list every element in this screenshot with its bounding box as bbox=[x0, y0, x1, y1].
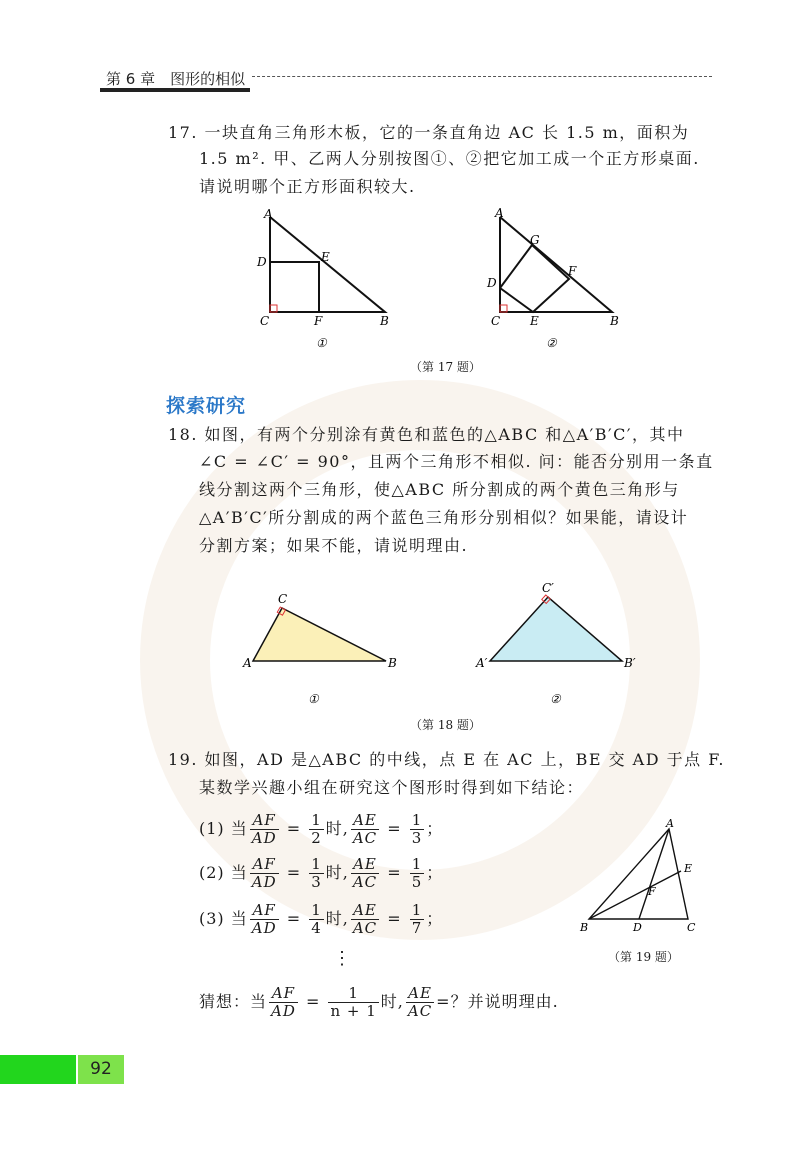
p18-f2-label-B: B′ bbox=[624, 656, 636, 670]
p19-figure bbox=[575, 815, 705, 940]
p18-caption: （第 18 题） bbox=[410, 718, 481, 732]
p17-f2-label-A: A bbox=[495, 206, 504, 220]
p17-f1-label-E: E bbox=[321, 250, 330, 264]
p17-f2-square bbox=[500, 245, 569, 312]
p18-line-2: ∠C = ∠C′ = 90°，且两个三角形不相似. 问：能否分别用一条直 bbox=[199, 452, 714, 471]
chapter-title: 第 6 章 图形的相似 bbox=[106, 70, 246, 88]
p17-figure-2 bbox=[482, 205, 632, 350]
p17-f2-right-angle bbox=[500, 305, 507, 312]
p19-item-2: (2) 当 $\frac{AF}{AD}$ = $\frac{1}{3}$ 时, $\frac{AE}{AC}$ = $\frac{1}{5}$ ； bbox=[199, 855, 444, 891]
p18-f1-triangle bbox=[253, 608, 386, 661]
p19-segment-BE bbox=[589, 871, 681, 919]
p17-f2-label-E: E bbox=[530, 314, 539, 328]
p19-label-C: C bbox=[687, 921, 696, 934]
p17-f1-label-D: D bbox=[257, 255, 267, 269]
p17-f1-right-angle bbox=[270, 305, 277, 312]
page-number: 92 bbox=[78, 1055, 124, 1084]
p19-line-1: 19. 如图，AD 是△ABC 的中线，点 E 在 AC 上，BE 交 AD 于点 F. bbox=[168, 750, 725, 769]
p19-caption: （第 19 题） bbox=[608, 950, 679, 964]
header-underline bbox=[100, 88, 250, 92]
p19-label-F: F bbox=[648, 885, 656, 898]
page-number-bar bbox=[0, 1055, 76, 1084]
p19-item-3: (3) 当 $\frac{AF}{AD}$ = $\frac{1}{4}$ 时, $\frac{AE}{AC}$ = $\frac{1}{7}$ ； bbox=[199, 901, 444, 937]
p17-line-2: 1.5 m². 甲、乙两人分别按图①、②把它加工成一个正方形桌面. bbox=[199, 149, 700, 168]
p17-f1-label-F: F bbox=[314, 314, 323, 328]
p17-f1-label-C: C bbox=[260, 314, 270, 328]
p17-line-1: 17. 一块直角三角形木板，它的一条直角边 AC 长 1.5 m，面积为 bbox=[168, 123, 690, 142]
section-title: 探索研究 bbox=[166, 395, 247, 417]
p17-f1-triangle bbox=[270, 217, 385, 312]
p17-f2-label-C: C bbox=[491, 314, 501, 328]
p19-line-2: 某数学兴趣小组在研究这个图形时得到如下结论： bbox=[199, 778, 585, 797]
p17-f2-label-F: F bbox=[568, 264, 577, 278]
p18-f2-label-C: C′ bbox=[542, 581, 554, 595]
header-dashed-rule bbox=[252, 76, 712, 77]
p18-line-5: 分割方案；如果不能，请说明理由. bbox=[199, 536, 469, 555]
p19-triangle bbox=[589, 829, 688, 919]
p19-item-1-label: (1) 当 bbox=[199, 819, 248, 838]
p17-caption: （第 17 题） bbox=[410, 360, 481, 374]
p19-label-D: D bbox=[633, 921, 642, 934]
p17-figure-1 bbox=[250, 205, 400, 350]
p17-f2-label-D: D bbox=[487, 276, 497, 290]
p18-figure-2 bbox=[470, 578, 650, 711]
p17-f1-tag: ① bbox=[316, 336, 327, 350]
p17-f2-tag: ② bbox=[546, 336, 557, 350]
chapter-header bbox=[100, 66, 250, 92]
p19-label-E: E bbox=[684, 862, 693, 875]
p18-f1-label-B: B bbox=[388, 656, 397, 670]
p17-f1-label-B: B bbox=[380, 314, 389, 328]
p18-f2-label-A: A′ bbox=[476, 656, 488, 670]
p17-line-3: 请说明哪个正方形面积较大. bbox=[199, 177, 416, 196]
p17-f1-label-A: A bbox=[264, 207, 273, 221]
p18-f1-tag: ① bbox=[308, 692, 319, 706]
p19-ellipsis: ⋮ bbox=[333, 948, 352, 969]
p18-line-3: 线分割这两个三角形，使△ABC 所分割成的两个黄色三角形与 bbox=[199, 480, 680, 499]
p17-f2-label-B: B bbox=[610, 314, 619, 328]
p18-f1-label-A: A bbox=[243, 656, 252, 670]
p18-f1-label-C: C bbox=[278, 592, 288, 606]
p18-f2-tag: ② bbox=[550, 692, 561, 706]
p18-line-4: △A′B′C′所分割成的两个蓝色三角形分别相似？如果能，请设计 bbox=[199, 508, 689, 527]
p19-label-B: B bbox=[580, 921, 589, 934]
p18-line-1: 18. 如图，有两个分别涂有黄色和蓝色的△ABC 和△A′B′C′，其中 bbox=[168, 425, 685, 444]
p19-item-1: (1) 当 $\frac{AF}{AD}$ = $\frac{1}{2}$ 时, $\frac{AE}{AC}$ = $\frac{1}{3}$ ； bbox=[199, 811, 444, 847]
p19-label-A: A bbox=[666, 817, 674, 830]
p18-figure-1 bbox=[236, 586, 411, 711]
p17-f2-label-G: G bbox=[530, 233, 540, 247]
p19-conjecture-label: 猜想：当 bbox=[199, 992, 268, 1011]
p19-median-AD bbox=[639, 829, 669, 919]
p19-item-3-label: (3) 当 bbox=[199, 909, 248, 928]
p19-item-2-label: (2) 当 bbox=[199, 863, 248, 882]
p18-f2-triangle bbox=[490, 597, 622, 661]
p19-conjecture: 猜想：当 $\frac{AF}{AD}$ = $\frac{1}{n + 1}$ 时, $\frac{AE}{AC}$ =？并说明理由. bbox=[199, 984, 559, 1020]
